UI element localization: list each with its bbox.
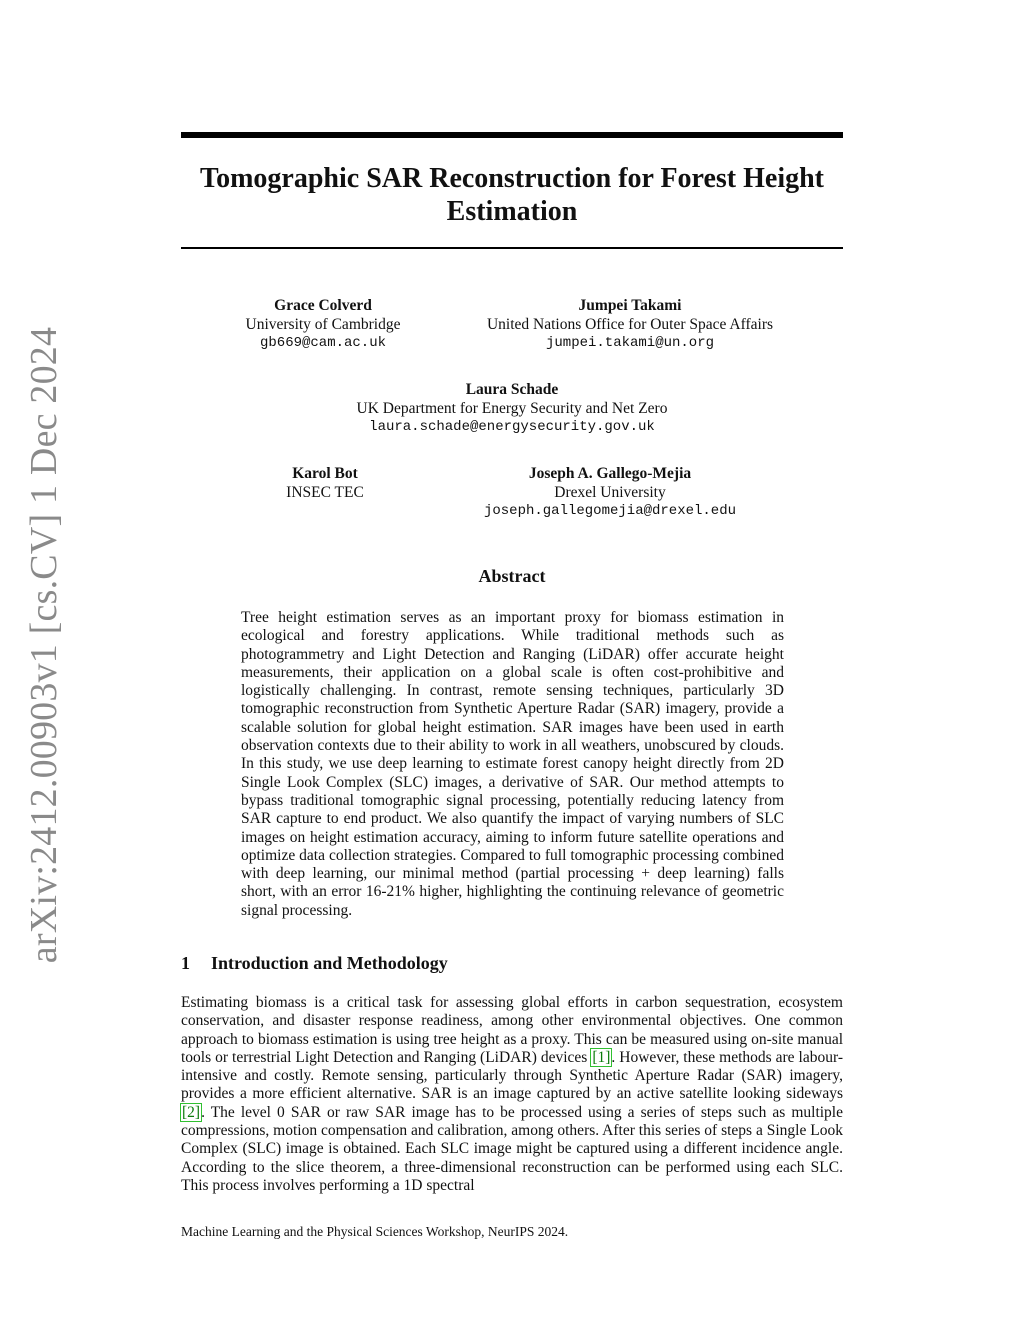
author-block-3 <box>312 380 712 437</box>
author-name: Karol Bot <box>292 465 358 482</box>
intro-text-part-3: . The level 0 SAR or raw SAR image has to be processed using a series of steps such as multiple compressions, motion compensation and calibration, among others. After this series of steps a Single Look Complex (SLC) image is obtained. Each SLC image might be captured using a different incidence angle. According to the slice theorem, a three-dimensional reconstruction can be performed using each SLC. This process involves performing a 1D spectral <box>181 1103 843 1194</box>
section-title: Introduction and Methodology <box>211 953 448 973</box>
author-affiliation: University of Cambridge <box>245 316 401 333</box>
author-block-2 <box>460 296 800 353</box>
author-block-1 <box>223 296 423 353</box>
section-number: 1 <box>181 953 190 973</box>
author-email[interactable]: gb669@cam.ac.uk <box>259 335 387 351</box>
citation-link-1[interactable]: [1] <box>592 1048 611 1066</box>
abstract-heading: Abstract <box>478 566 546 586</box>
author-email[interactable]: jumpei.takami@un.org <box>545 335 715 351</box>
author-name: Joseph A. Gallego-Mejia <box>528 465 692 482</box>
author-affiliation: United Nations Office for Outer Space Affairs <box>486 316 774 333</box>
introduction-text <box>181 994 843 1195</box>
workshop-footnote: Machine Learning and the Physical Sciences Workshop, NeurIPS 2024. <box>181 1224 569 1239</box>
author-name: Laura Schade <box>465 381 559 398</box>
author-name: Jumpei Takami <box>578 297 682 314</box>
arxiv-identifier-stamp: arXiv:2412.00903v1 [cs.CV] 1 Dec 2024 <box>23 326 65 964</box>
author-name: Grace Colverd <box>274 297 372 314</box>
author-affiliation: UK Department for Energy Security and Net Zero <box>356 400 668 417</box>
author-affiliation: Drexel University <box>554 484 666 501</box>
author-email[interactable]: joseph.gallegomejia@drexel.edu <box>483 503 737 519</box>
intro-text-part-1: Estimating biomass is a critical task for assessing global efforts in carbon sequestration, ecosystem conservation, and disaster response readiness, among other environmental objectives. One common approach to biomass estimation is using tree height as a proxy. This can be measured using on-site manual tools or terrestrial Light Detection and Ranging (LiDAR) devices <box>181 994 843 1066</box>
title-rule-top <box>181 132 843 138</box>
section-heading <box>181 953 448 974</box>
title-rule-bottom <box>181 247 843 249</box>
citation-link-2[interactable]: [2] <box>182 1103 201 1121</box>
paper-title: Tomographic SAR Reconstruction for Forest Height Estimation <box>200 163 824 227</box>
abstract-text: Tree height estimation serves as an important proxy for biomass estimation in ecological and forestry applications. While traditional methods such as photogrammetry and Light Detection and Ranging (LiDAR) offer accurate height measurements, their application on a global scale is often cost-prohibitive and logistically challenging. In contrast, remote sensing techniques, particularly 3D tomographic reconstruction from Synthetic Aperture Radar (SAR) imagery, provide a scalable solution for global height estimation. SAR images have been used in earth observation contexts due to their ability to work in all weathers, unobscured by clouds. In this study, we use deep learning to estimate forest canopy height directly from 2D Single Look Complex (SLC) images, a derivative of SAR. Our method attempts to bypass traditional tomographic signal processing, potentially reducing latency from SAR capture to end product. We also quantify the impact of varying numbers of SLC images on height estimation accuracy, aiming to inform future satellite operations and optimize data collection strategies. Compared to full tomographic processing combined with deep learning, our minimal method (partial processing + deep learning) falls short, with an error 16-21% higher, highlighting the continuing relevance of geometric signal processing. <box>241 609 784 919</box>
intro-text-part-2: . However, these methods are labour-intensive and costly. Remote sensing, particularly through Synthetic Aperture Radar (SAR) imagery, provides a more efficient alternative. SAR is an image captured by an active satellite looking sideways <box>181 1048 843 1103</box>
author-affiliation: INSEC TEC <box>286 484 364 501</box>
author-block-5 <box>465 464 755 521</box>
author-email[interactable]: laura.schade@energysecurity.gov.uk <box>369 419 655 435</box>
author-block-4 <box>245 464 405 502</box>
